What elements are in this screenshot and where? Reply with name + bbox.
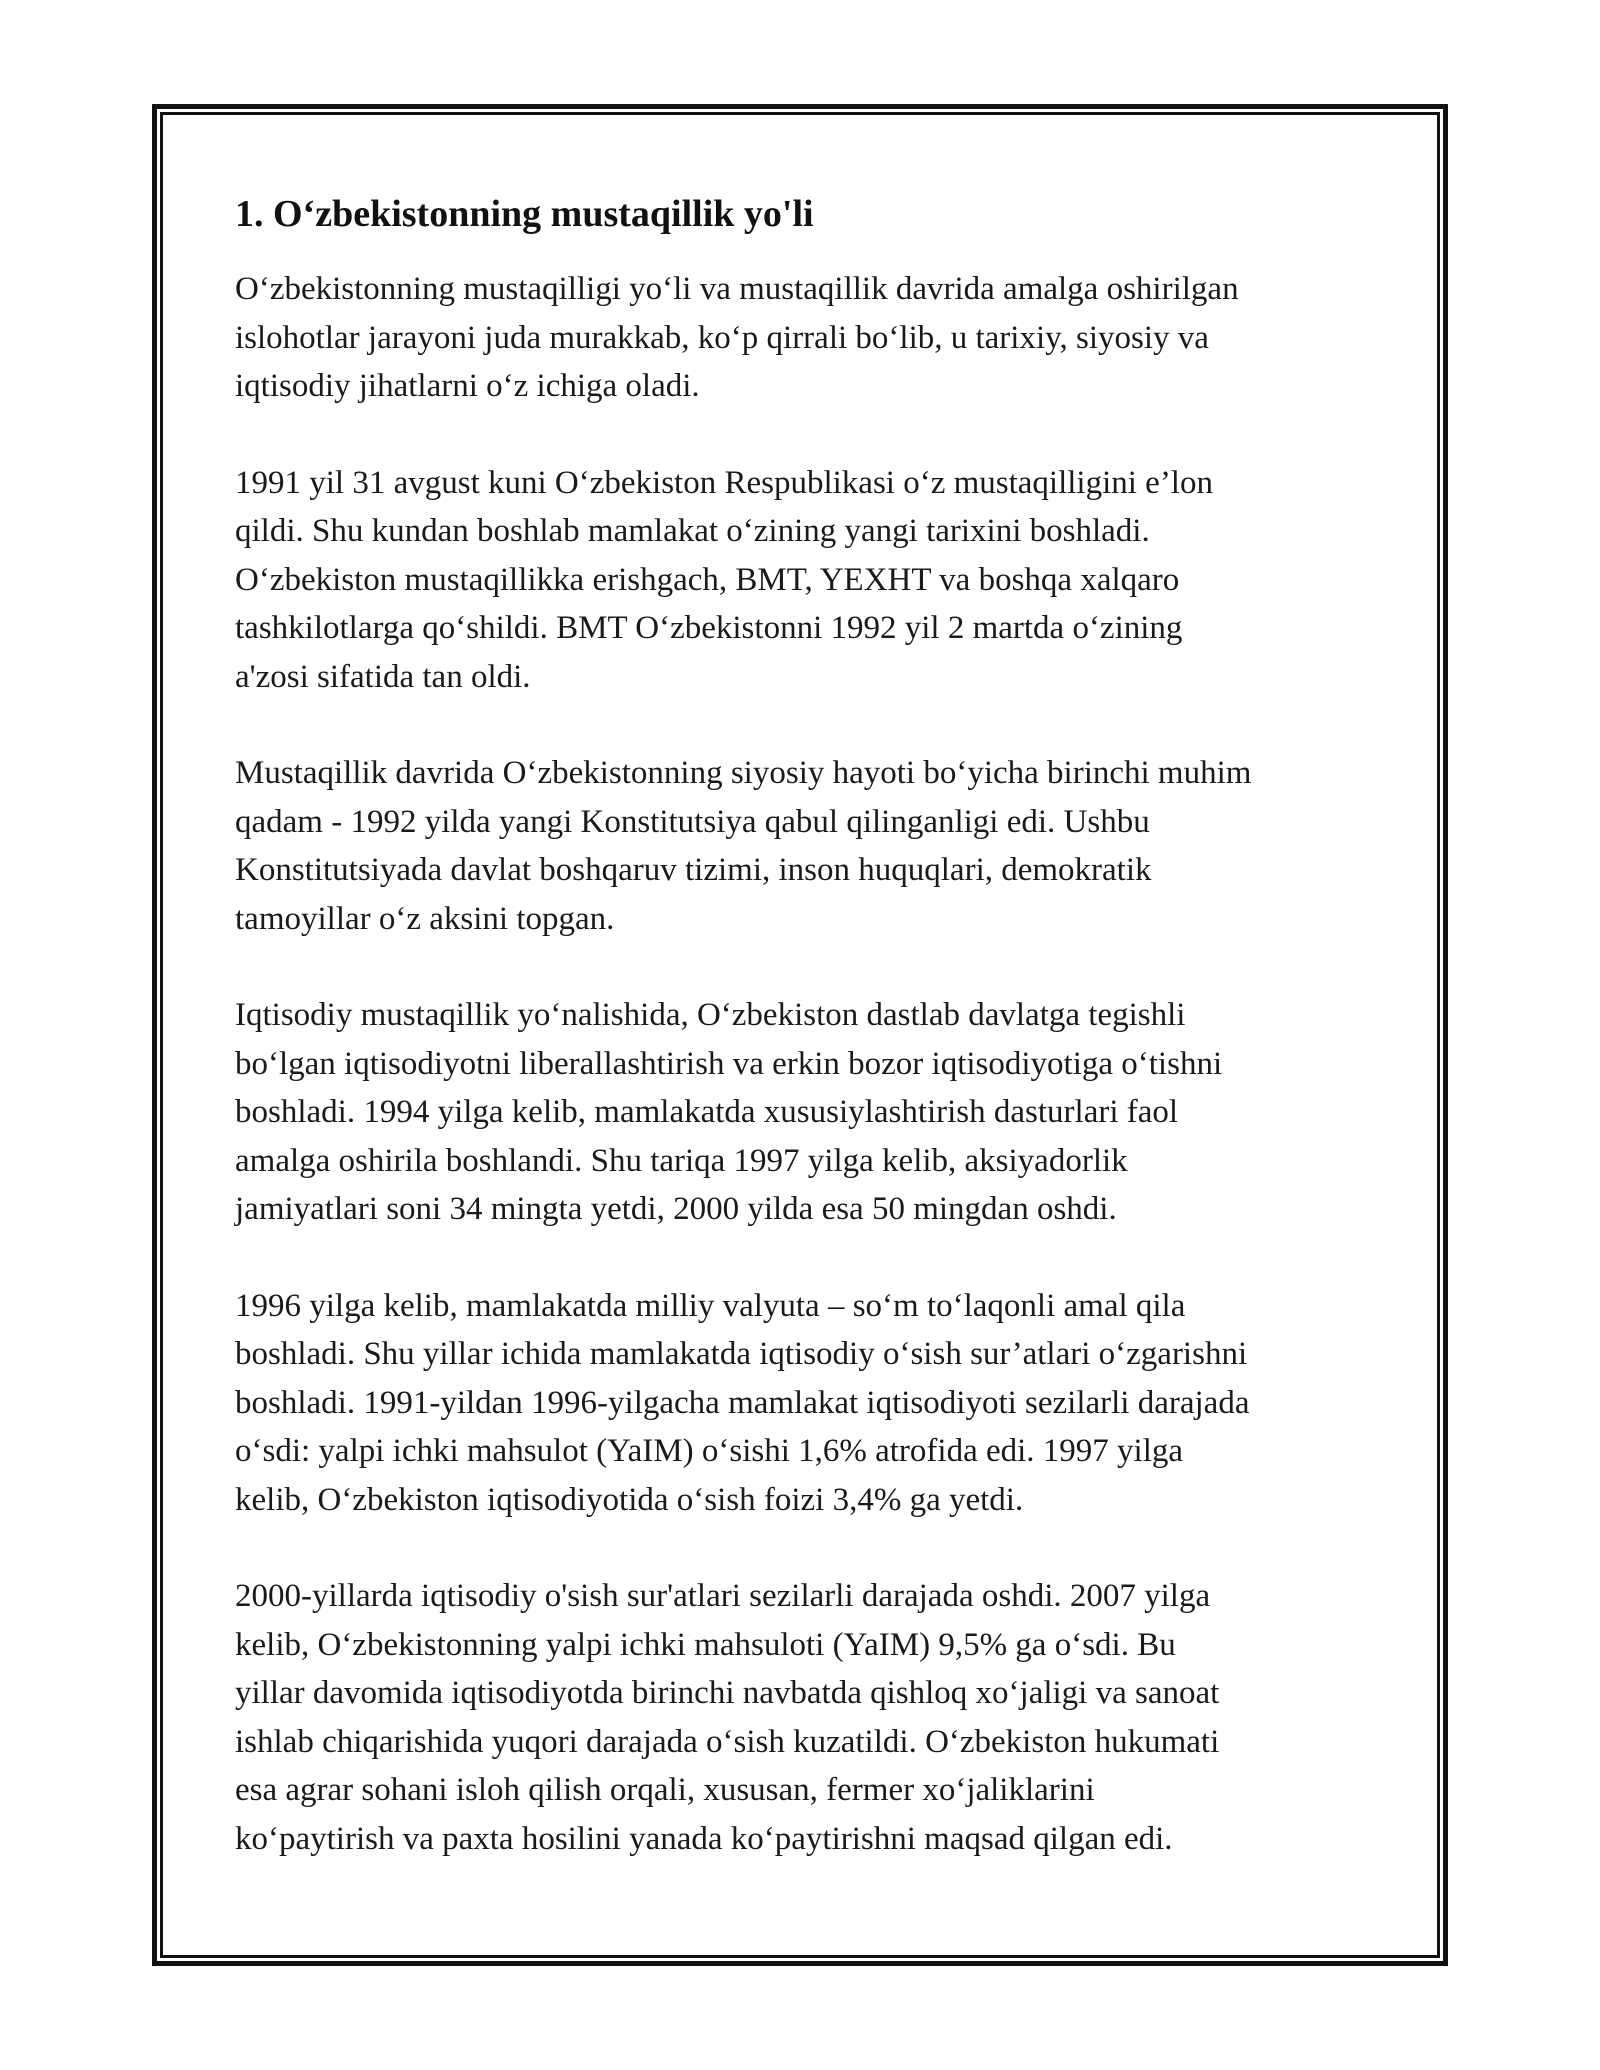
paragraph-3: Mustaqillik davrida O‘zbekistonning siyosiy hayoti bo‘yicha birinchi muhim qadam - 1992 yilda yangi Konstitutsiya qabul qilinganligi edi. Ushbu Konstitutsiyada davlat boshqaruv tizimi, inson huquqlari, demokratik tamoyillar o‘z aksini topgan. (235, 755, 1252, 937)
paragraph-4: Iqtisodiy mustaqillik yo‘nalishida, O‘zbekiston dastlab davlatga tegishli bo‘lgan iqtisodiyotni liberallashtirish va erkin bozor iqtisodiyotiga o‘tishni boshladi. 1994 yilga kelib, mamlakatda xususiylashtirish dasturlari faol amalga oshirila boshlandi. Shu tariqa 1997 yilga kelib, aksiyadorlik jamiyatlari soni 34 mingta yetdi, 2000 yilda esa 50 mingdan oshdi. (235, 997, 1223, 1227)
page-title: 1. O‘zbekistonning mustaqillik yo'li (235, 193, 814, 235)
paragraph-5: 1996 yilga kelib, mamlakatda milliy valyuta – so‘m to‘laqonli amal qila boshladi. Shu yillar ichida mamlakatda iqtisodiy o‘sish sur’atlari o‘zgarishni boshladi. 1991-yildan 1996-yilgacha mamlakat iqtisodiyoti sezilarli darajada o‘sdi: yalpi ichki mahsulot (YaIM) o‘sishi 1,6% atrofida edi. 1997 yilga kelib, O‘zbekiston iqtisodiyotida o‘sish foizi 3,4% ga yetdi. (235, 1287, 1250, 1518)
document-body (235, 185, 1395, 1911)
paragraph-1: O‘zbekistonning mustaqilligi yo‘li va mustaqillik davrida amalga oshirilgan islohotlar jarayoni juda murakkab, ko‘p qirrali bo‘lib, u tarixiy, siyosiy va iqtisodiy jihatlarni o‘z ichiga oladi. (235, 271, 1239, 404)
paragraph-2: 1991 yil 31 avgust kuni O‘zbekiston Respublikasi o‘z mustaqilligini e’lon qildi. Shu kundan boshlab mamlakat o‘zining yangi tarixini boshladi. O‘zbekiston mustaqillikka erishgach, BMT, YEXHT va boshqa xalqaro tashkilotlarga qo‘shildi. BMT O‘zbekistonni 1992 yil 2 martda o‘zining a'zosi sifatida tan oldi. (235, 464, 1213, 695)
paragraph-6: 2000-yillarda iqtisodiy o'sish sur'atlari sezilarli darajada oshdi. 2007 yilga kelib, O‘zbekistonning yalpi ichki mahsuloti (YaIM) 9,5% ga o‘sdi. Bu yillar davomida iqtisodiyotda birinchi navbatda qishloq xo‘jaligi va sanoat ishlab chiqarishida yuqori darajada o‘sish kuzatildi. O‘zbekiston hukumati esa agrar sohani isloh qilish orqali, xususan, fermer xo‘jaliklarini ko‘paytirish va paxta hosilini yanada ko‘paytirishni maqsad qilgan edi. (235, 1578, 1220, 1857)
